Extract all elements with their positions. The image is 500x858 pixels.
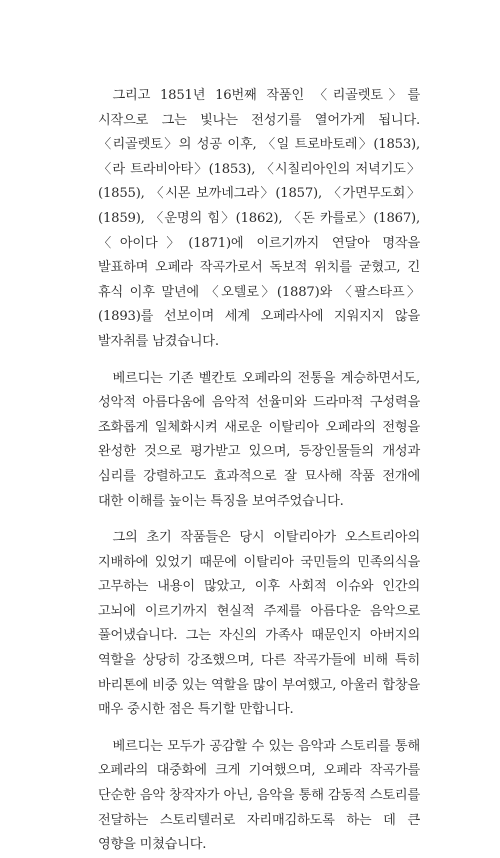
paragraph-4: 베르디는 모두가 공감할 수 있는 음악과 스토리를 통해 오페라의 대중화에 크게 기여했으며, 오페라 작곡가를 단순한 음악 창작자가 아닌, 음악을 통해 감동적 스토리를 전달하는 스토리텔러로 자리매김하도록 하는 데 큰 영향을 미쳤습니다. <box>98 738 420 853</box>
body-text <box>98 84 420 858</box>
paragraph-1: 그리고 1851년 16번째 작품인 〈리골렛토〉를 시작으로 그는 빛나는 전성기를 열어가게 됩니다. 〈리골렛토〉의 성공 이후, 〈일 트로바토레〉(1853), 〈라 트라비아타〉(1853), 〈시칠리아인의 저녁기도〉(1855), 〈시몬 보까네그라〉(1857), 〈가면무도회〉(1859), 〈운명의 힘〉(1862), 〈돈 카를로〉(1867), 〈아이다〉(1871)에 이르기까지 연달아 명작을 발표하며 오페라 작곡가로서 독보적 위치를 굳혔고, 긴 휴식 이후 말년에 〈오텔로〉(1887)와 〈팔스타프〉(1893)를 선보이며 세계 오페라사에 지워지지 않을 발자취를 남겼습니다. <box>98 88 420 349</box>
paragraph-2: 베르디는 기존 벨칸토 오페라의 전통을 계승하면서도, 성악적 아름다움에 음악적 선율미와 드라마적 구성력을 조화롭게 일체화시켜 새로운 이탈리아 오페라의 전형을 완성한 것으로 평가받고 있으며, 등장인물들의 개성과 심리를 강렬하고도 효과적으로 잘 묘사해 작품 전개에 대한 이해를 높이는 특징을 보여주었습니다. <box>98 370 420 509</box>
paragraph-3: 그의 초기 작품들은 당시 이탈리아가 오스트리아의 지배하에 있었기 때문에 이탈리아 국민들의 민족의식을 고무하는 내용이 많았고, 이후 사회적 이슈와 인간의 고뇌에 이르기까지 현실적 주제를 아름다운 음악으로 풀어냈습니다. 그는 자신의 가족사 때문인지 아버지의 역할을 상당히 강조했으며, 다른 작곡가들에 비해 특히 바리톤에 비중 있는 역할을 많이 부여했고, 아울러 합창을 매우 중시한 점은 특기할 만합니다. <box>98 530 420 718</box>
